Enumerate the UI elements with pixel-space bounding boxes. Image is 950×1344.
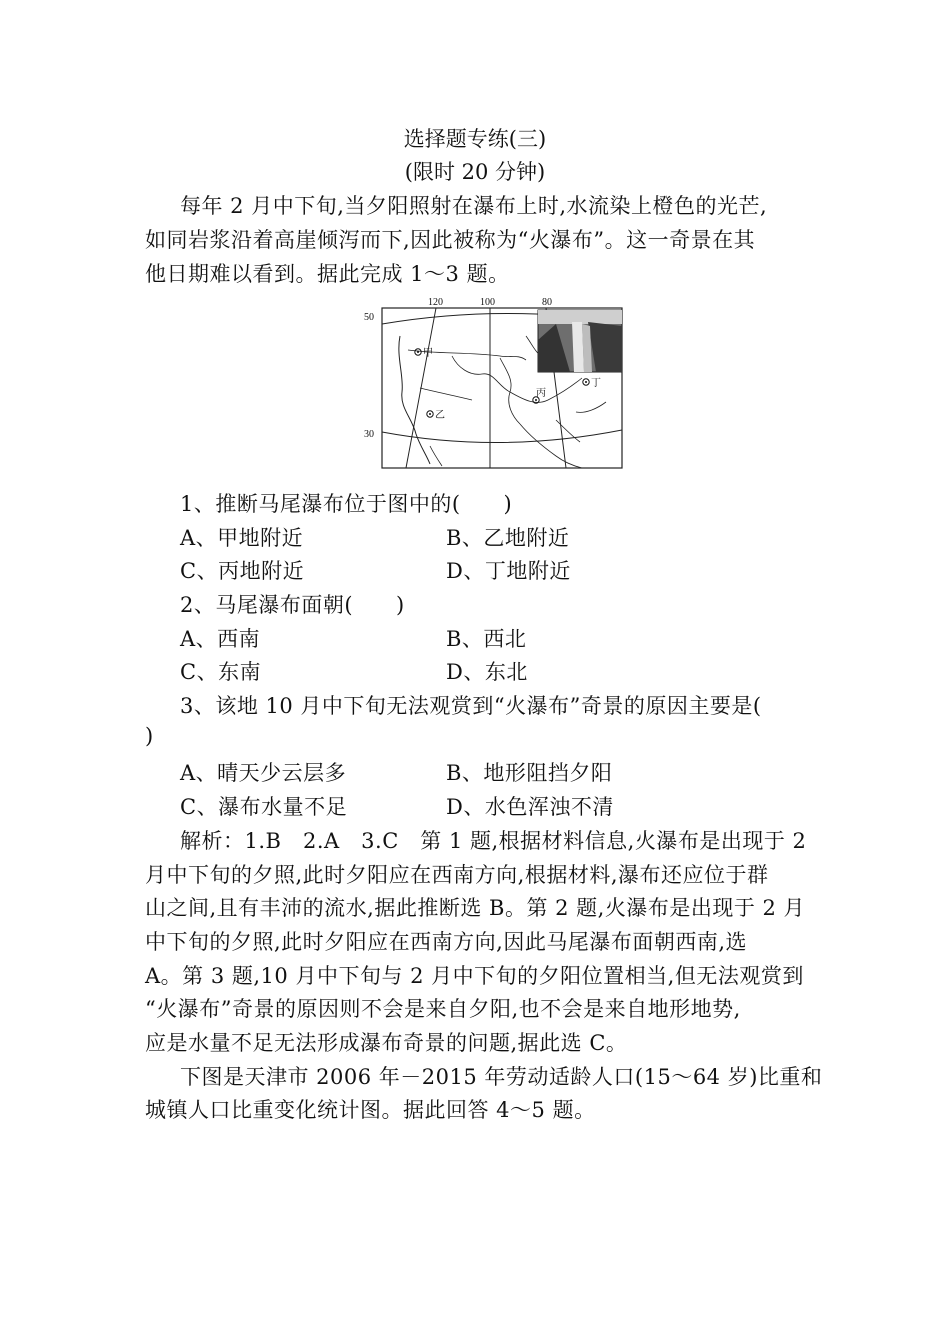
q1-option-c[interactable]: C、丙地附近: [180, 559, 305, 583]
question-3-stem-end: ): [145, 724, 154, 748]
north-america-map: [360, 296, 624, 470]
lon-label-80: 80: [542, 297, 552, 308]
q3-option-c[interactable]: C、瀑布水量不足: [180, 795, 348, 819]
page-title: 选择题专练(三): [403, 127, 547, 151]
time-limit-subtitle: (限时 20 分钟): [404, 160, 546, 184]
question-1-stem: 1、推断马尾瀑布位于图中的( ): [180, 492, 513, 516]
svg-text:乙: 乙: [435, 410, 445, 421]
q2-option-b[interactable]: B、西北: [446, 627, 527, 651]
svg-text:丁: 丁: [591, 378, 601, 389]
q1-option-a[interactable]: A、甲地附近: [180, 526, 304, 550]
lon-label-120: 120: [428, 297, 443, 308]
intro-line-1: 每年 2 月中下旬,当夕阳照射在瀑布上时,水流染上橙色的光芒,: [180, 194, 768, 218]
analysis-line-3: 山之间,且有丰沛的流水,据此推断选 B。第 2 题,火瀑布是出现于 2 月: [145, 896, 806, 920]
analysis-line-6: “火瀑布”奇景的原因则不会是来自夕阳,也不会是来自地形地势,: [145, 997, 741, 1021]
q2-option-c[interactable]: C、东南: [180, 660, 262, 684]
question-2-stem: 2、马尾瀑布面朝( ): [180, 593, 405, 617]
analysis-line-2: 月中下旬的夕照,此时夕阳应在西南方向,根据材料,瀑布还应位于群: [145, 863, 769, 887]
analysis-line-4: 中下旬的夕照,此时夕阳应在西南方向,因此马尾瀑布面朝西南,选: [145, 930, 748, 954]
question-3-stem: 3、该地 10 月中下旬无法观赏到“火瀑布”奇景的原因主要是(: [180, 694, 762, 718]
intro-line-3: 他日期难以看到。据此完成 1～3 题。: [145, 262, 510, 286]
q3-option-d[interactable]: D、水色浑浊不清: [446, 795, 614, 819]
svg-text:丙: 丙: [536, 388, 546, 399]
intro2-line-1: 下图是天津市 2006 年－2015 年劳动适龄人口(15～64 岁)比重和: [180, 1065, 823, 1089]
analysis-line-7: 应是水量不足无法形成瀑布奇景的问题,据此选 C。: [145, 1031, 628, 1055]
q1-option-b[interactable]: B、乙地附近: [446, 526, 570, 550]
lat-label-50: 50: [364, 312, 374, 323]
analysis-line-1: 解析：1.B 2.A 3.C 第 1 题,根据材料信息,火瀑布是出现于 2: [180, 829, 807, 853]
lat-label-30: 30: [364, 429, 374, 440]
q2-option-d[interactable]: D、东北: [446, 660, 528, 684]
q1-option-d[interactable]: D、丁地附近: [446, 559, 571, 583]
lon-label-100: 100: [480, 297, 495, 308]
svg-text:甲: 甲: [423, 348, 433, 359]
q3-option-a[interactable]: A、晴天少云层多: [180, 761, 347, 785]
intro-line-2: 如同岩浆沿着高崖倾泻而下,因此被称为“火瀑布”。这一奇景在其: [145, 228, 756, 252]
intro2-line-2: 城镇人口比重变化统计图。据此回答 4～5 题。: [145, 1098, 596, 1122]
q3-option-b[interactable]: B、地形阻挡夕阳: [446, 761, 613, 785]
q2-option-a[interactable]: A、西南: [180, 627, 261, 651]
analysis-line-5: A。第 3 题,10 月中下旬与 2 月中下旬的夕阳位置相当,但无法观赏到: [145, 964, 804, 988]
